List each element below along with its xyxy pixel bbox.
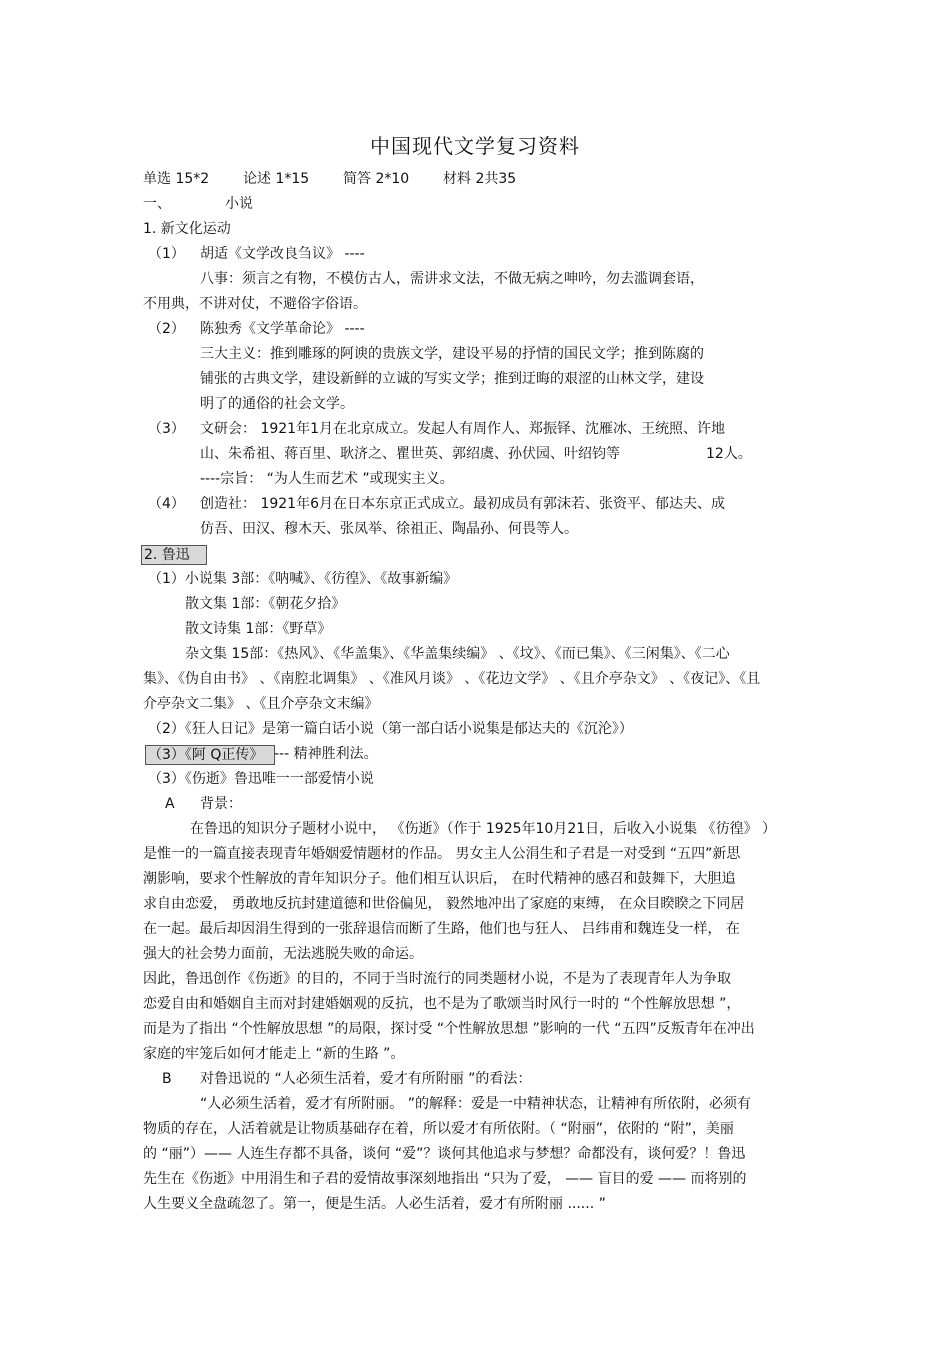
paragraph-line: 创造社： 1921年6月在日本东京正式成立。最初成员有郭沫若、张资平、郁达夫、成 [200, 496, 725, 512]
score-material: 材料 2共35 [443, 171, 517, 187]
paragraph-line: 八事：须言之有物，不模仿古人，需讲求文法，不做无病之呻吟，勿去滥调套语， [200, 271, 704, 287]
section-number: 一、 [143, 196, 171, 212]
paragraph-line: 介亭杂文二集》 、《且介亭杂文末编》 [143, 696, 379, 712]
paragraph-line: 在鲁迅的知识分子题材小说中， 《伤逝》（作于 1925年10月21日，后收入小说集 《彷徨》 ） [190, 821, 777, 837]
paragraph-line: 求自由恋爱， 勇敢地反抗封建道德和世俗偏见， 毅然地冲出了家庭的束缚， 在众目睽睽之下同居 [143, 896, 745, 912]
item-title: 陈独秀《文学革命论》 ---- [200, 321, 365, 337]
paragraph-line: 因此，鲁迅创作《伤逝》的目的，不同于当时流行的同类题材小说，不是为了表现青年人为争取 [143, 971, 731, 987]
score-essay: 论述 1*15 [243, 171, 310, 187]
paragraph-line: 不用典，不讲对仗，不避俗字俗语。 [143, 296, 367, 312]
paragraph-line: 先生在《伤逝》中用涓生和子君的爱情故事深刻地指出 “只为了爱， —— 盲目的爱 —— 而将别的 [143, 1171, 747, 1187]
paragraph-line: 12人。 [706, 446, 752, 462]
paragraph-line: 物质的存在，人活着就是让物质基础存在着，所以爱才有所依附。（ “附丽”，依附的 “附”，美丽 [143, 1121, 734, 1137]
paragraph-line: 在一起。最后却因涓生得到的一张辞退信而断了生路，他们也与狂人、 吕纬甫和魏连殳一样， 在 [143, 921, 740, 937]
paragraph-line: 明了的通俗的社会文学。 [200, 396, 354, 412]
score-single: 单选 15*2 [143, 171, 210, 187]
paragraph-line: 而是为了指出 “个性解放思想 ”的局限，探讨受 “个性解放思想 ”影响的一代 “五四”反叛青年在冲出 [143, 1021, 755, 1037]
item-title: 胡适《文学改良刍议》 ---- [200, 246, 365, 262]
paragraph-line: （1）小说集 3部：《呐喊》、《彷徨》、《故事新编》 [148, 571, 458, 587]
paragraph-line: 散文诗集 1部：《野草》 [185, 621, 332, 637]
paragraph-line: “人必须生活着，爱才有所附丽。 ”的解释：爱是一中精神状态，让精神有所依附，必须有 [200, 1096, 751, 1112]
paragraph-line: （3）《伤逝》鲁迅唯一一部爱情小说 [148, 771, 374, 787]
paragraph-line: 文研会： 1921年1月在北京成立。发起人有周作人、郑振铎、沈雁冰、王统照、许地 [200, 421, 725, 437]
paragraph-line: 山、朱希祖、蒋百里、耿济之、瞿世英、郭绍虞、孙伏园、叶绍钧等 [200, 446, 620, 462]
paragraph-line: 人生要义全盘疏忽了。第一，便是生活。人必生活着，爱才有所附丽 ...... ” [143, 1196, 606, 1212]
subsection-title: 背景： [200, 796, 242, 812]
paragraph-line: 集》、《伪自由书》 、《南腔北调集》 、《准风月谈》 、《花边文学》 、《且介亭杂文》 、《夜记》、《且 [143, 671, 761, 687]
heading-new-culture: 1. 新文化运动 [143, 221, 231, 237]
item-num: （2） [148, 321, 185, 337]
paragraph-line: 潮影响，要求个性解放的青年知识分子。他们相互认识后， 在时代精神的感召和鼓舞下，大胆追 [143, 871, 736, 887]
paragraph-line: 家庭的牢笼后如何才能走上 “新的生路 ”。 [143, 1046, 405, 1062]
item-num: （3） [148, 421, 185, 437]
paragraph-line: 三大主义：推到雕琢的阿谀的贵族文学，建设平易的抒情的国民文学；推到陈腐的 [200, 346, 704, 362]
section-label: 小说 [225, 196, 253, 212]
paragraph-line: 仿吾、田汉、穆木天、张凤举、徐祖正、陶晶孙、何畏等人。 [200, 521, 578, 537]
paragraph-line: 强大的社会势力面前，无法逃脱失败的命运。 [143, 946, 423, 962]
item-num: （4） [148, 496, 185, 512]
item-num: （1） [148, 246, 185, 262]
paragraph-line: 散文集 1部：《朝花夕拾》 [185, 596, 346, 612]
score-short: 简答 2*10 [343, 171, 410, 187]
paragraph-line: 杂文集 15部：《热风》、《华盖集》、《华盖集续编》 、《坟》、《而已集》、《三闲集》、《二心 [185, 646, 730, 662]
subsection-title: 对鲁迅说的 “人必须生活着，爱才有所附丽 ”的看法： [200, 1071, 532, 1087]
page-title: 中国现代文学复习资料 [370, 134, 580, 158]
heading-lu-xun: 2. 鲁迅 [141, 545, 207, 565]
paragraph-line: 铺张的古典文学，建设新鲜的立诚的写实文学；推到迂晦的艰涩的山林文学，建设 [200, 371, 704, 387]
paragraph-line: ----宗旨： “为人生而艺术 ”或现实主义。 [200, 471, 454, 487]
subsection-label: A [165, 796, 175, 812]
subsection-label: B [162, 1071, 172, 1087]
paragraph-line: 的 “丽”）—— 人连生存都不具备，谈何 “爱”？谈何其他追求与梦想？命都没有，谈何爱？！鲁迅 [143, 1146, 746, 1162]
highlight-ah-q: （3）《阿 Q正传》 [145, 745, 275, 765]
paragraph-line: 是惟一的一篇直接表现青年婚姻爱情题材的作品。 男女主人公涓生和子君是一对受到 “五四”新思 [143, 846, 741, 862]
paragraph-line: （2）《狂人日记》是第一篇白话小说（第一部白话小说集是郁达夫的《沉沦》） [148, 721, 633, 737]
paragraph-line: --- 精神胜利法。 [274, 746, 378, 762]
paragraph-line: 恋爱自由和婚姻自主而对封建婚姻观的反抗，也不是为了歌颂当时风行一时的 “个性解放思想 ”， [143, 996, 741, 1012]
